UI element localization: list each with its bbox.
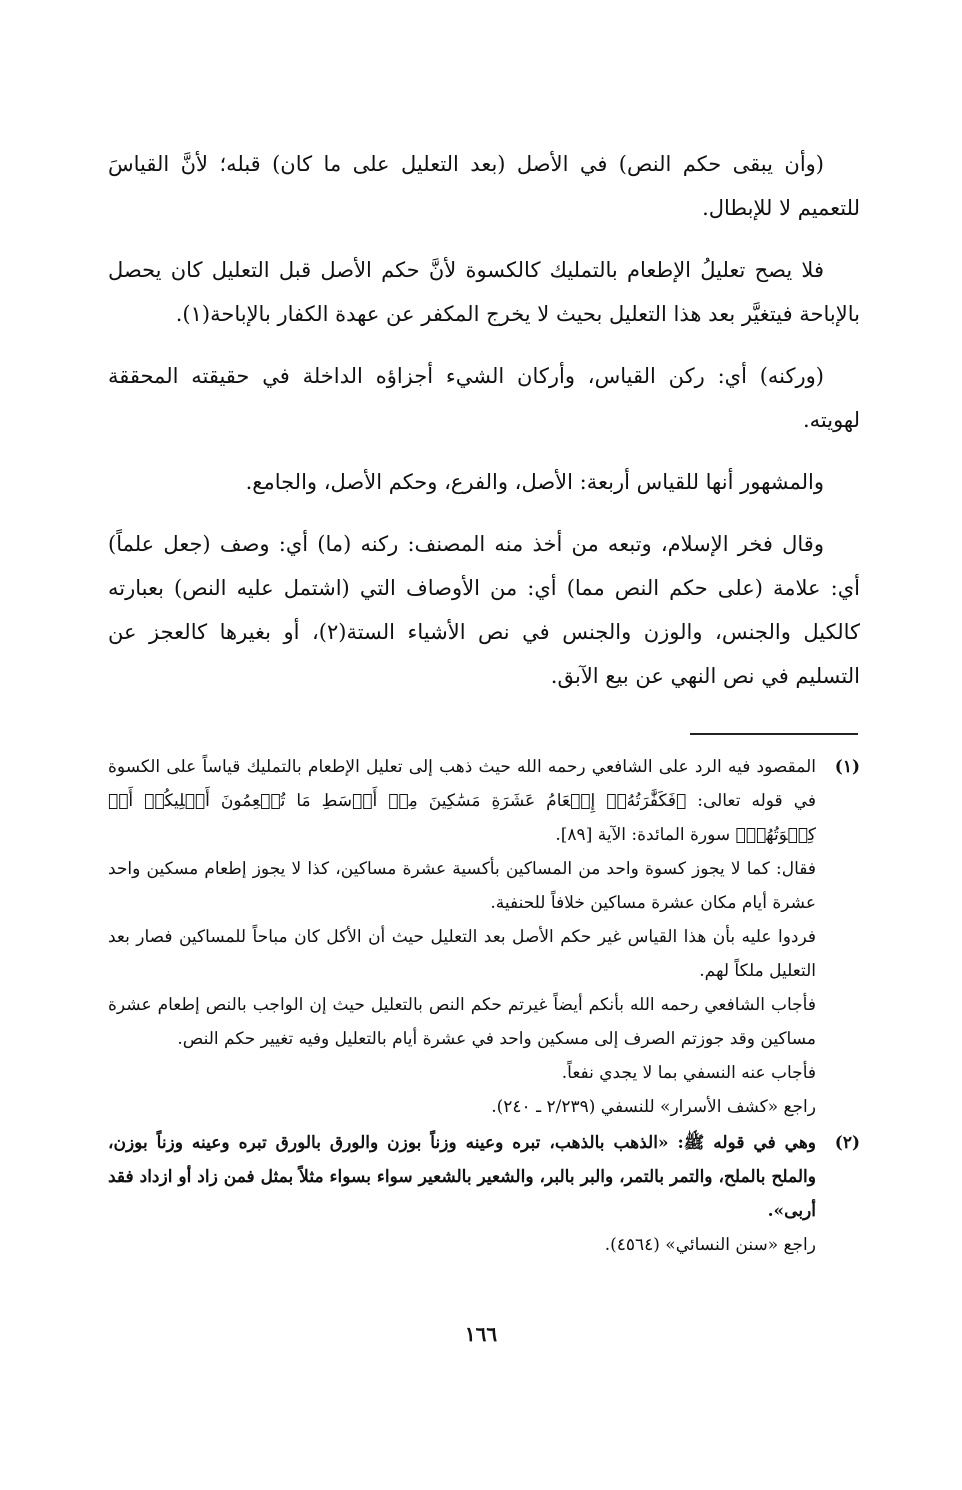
paragraph-5: وقال فخر الإسلام، وتبعه من أخذ منه المصنف: ركنه (ما) أي: وصف (جعل علماً) أي: علامة (على حكم النص مما) أي: من الأوصاف التي (اشتمل عليه النص) بعبارته كالكيل والجنس، والوزن والجنس في نص الأشياء الستة(٢)، أو بغيرها كالعجز عن التسليم في نص النهي عن بيع الآبق. <box>108 532 861 688</box>
paragraph-1: (وأن يبقى حكم النص) في الأصل (بعد التعليل على ما كان) قبله؛ لأنَّ القياسَ للتعميم لا للإبطال. <box>108 152 860 220</box>
paragraph-2: فلا يصح تعليلُ الإطعام بالتمليك كالكسوة لأنَّ حكم الأصل قبل التعليل كان يحصل بالإباحة فيتغيَّر بعد هذا التعليل بحيث لا يخرج المكفر عن عهدة الكفار بالإباحة(١). <box>108 258 860 326</box>
footnote-body <box>108 750 816 1124</box>
main-text <box>108 142 860 716</box>
footnote-line: فأجاب الشافعي رحمه الله بأنكم أيضاً غيرتم حكم النص بالتعليل حيث إن الواجب بالنص إطعام عشرة مساكين وقد جوزتم الصرف إلى مسكين واحد في عشرة أيام بالتعليل وفيه تغيير حكم النص. <box>108 995 816 1049</box>
paragraph-4: والمشهور أنها للقياس أربعة: الأصل، والفرع، وحكم الأصل، والجامع. <box>245 470 824 494</box>
footnote-number: (٢) <box>834 1133 860 1153</box>
footnote-line: فأجاب عنه النسفي بما لا يجدي نفعاً. <box>561 1063 816 1083</box>
footnote-reference: راجع «كشف الأسرار» للنسفي (٢/٢٣٩ ـ ٢٤٠). <box>491 1097 816 1117</box>
page-number: ١٦٦ <box>464 1322 498 1346</box>
footnote-1 <box>108 750 860 1124</box>
footnote-separator <box>690 733 858 735</box>
paragraph-3: (وركنه) أي: ركن القياس، وأركان الشيء أجزاؤه الداخلة في حقيقته المحققة لهويته. <box>108 364 860 432</box>
footnote-number: (١) <box>834 757 860 777</box>
footnote-body <box>108 1126 816 1262</box>
hadith-quote: وهي في قوله ﷺ: «الذهب بالذهب، تبره وعينه وزناً بوزن والورق بالورق تبره وعينه وزناً بوزن، والملح بالملح، والتمر بالتمر، والبر بالبر، والشعير بالشعير سواء بسواء مثلاً بمثل فمن زاد أو ازداد فقد أربى». <box>108 1133 816 1221</box>
footnote-2 <box>108 1126 860 1262</box>
footnote-line: فردوا عليه بأن هذا القياس غير حكم الأصل بعد التعليل حيث أن الأكل كان مباحاً للمساكين فصار بعد التعليل ملكاً لهم. <box>108 927 816 981</box>
footnote-reference: راجع «سنن النسائي» (٤٥٦٤). <box>604 1235 816 1255</box>
footnote-line: فقال: كما لا يجوز كسوة واحد من المساكين بأكسية عشرة مساكين، كذا لا يجوز إطعام مسكين واحد عشرة أيام مكان عشرة مساكين خلافاً للحنفية. <box>108 859 816 913</box>
footnotes <box>108 750 860 1264</box>
footnote-line: المقصود فيه الرد على الشافعي رحمه الله حيث ذهب إلى تعليل الإطعام بالتمليك قياساً على الكسوة في قوله تعالى: ﴿فَكَفَّٰرَتُهُۥٓ إِطۡعَامُ عَشَرَةِ مَسَٰكِينَ مِنۡ أَوۡسَطِ مَا تُطۡعِمُونَ أَهۡلِيكُمۡ أَوۡ كِسۡوَتُهُمۡ﴾ سورة المائدة: الآية [٨٩]. <box>108 757 816 845</box>
